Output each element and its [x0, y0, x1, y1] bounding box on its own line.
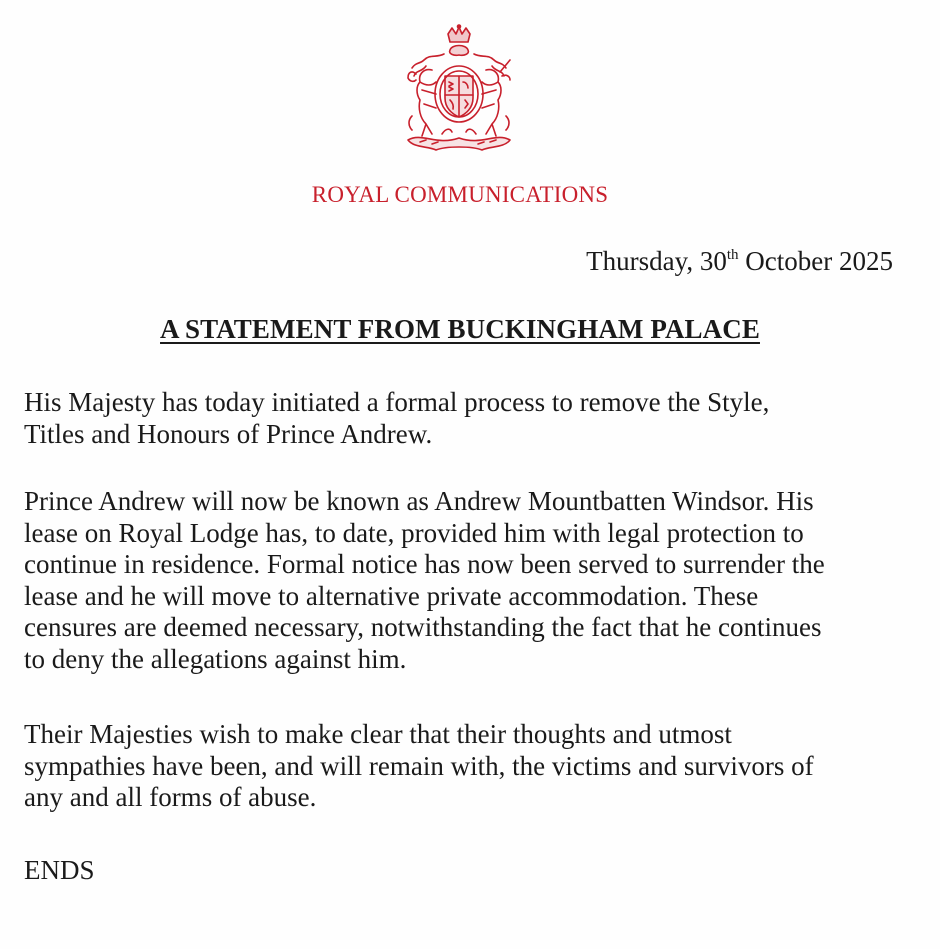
paragraph-line: lease and he will move to alternative private accommodation. These — [24, 580, 759, 611]
paragraph-line: censures are deemed necessary, notwithstanding the fact that he continues — [24, 612, 822, 642]
statement-paragraph-3 — [24, 719, 904, 814]
date-month-year: October 2025 — [745, 246, 893, 276]
statement-ends: ENDS — [24, 855, 95, 885]
department-heading: ROYAL COMMUNICATIONS — [311, 182, 609, 207]
date-weekday: Thursday, — [586, 246, 694, 276]
statement-paragraph-2 — [24, 486, 904, 675]
paragraph-line: lease on Royal Lodge has, to date, provided him with legal protection to — [24, 517, 804, 548]
date-ordinal: th — [726, 247, 739, 263]
statement-title: A STATEMENT FROM BUCKINGHAM PALACE — [160, 314, 760, 344]
paragraph-line: sympathies have been, and will remain with, the victims and survivors of — [24, 750, 814, 781]
date-day: 30 — [699, 246, 727, 276]
statement-paragraph-1 — [24, 387, 904, 450]
statement-date — [586, 246, 893, 277]
paragraph-line: continue in residence. Formal notice has now been served to surrender the — [24, 549, 825, 579]
paragraph-line: His Majesty has today initiated a formal process to remove the Style, — [24, 387, 770, 417]
paragraph-line: Prince Andrew will now be known as Andrew Mountbatten Windsor. His — [24, 486, 814, 516]
paragraph-line: to deny the allegations against him. — [24, 643, 407, 674]
paragraph-line: Their Majesties wish to make clear that their thoughts and utmost — [24, 719, 732, 749]
paragraph-line: Titles and Honours of Prince Andrew. — [24, 418, 433, 449]
royal-coat-of-arms-icon — [386, 24, 532, 156]
paragraph-line: any and all forms of abuse. — [24, 782, 317, 812]
